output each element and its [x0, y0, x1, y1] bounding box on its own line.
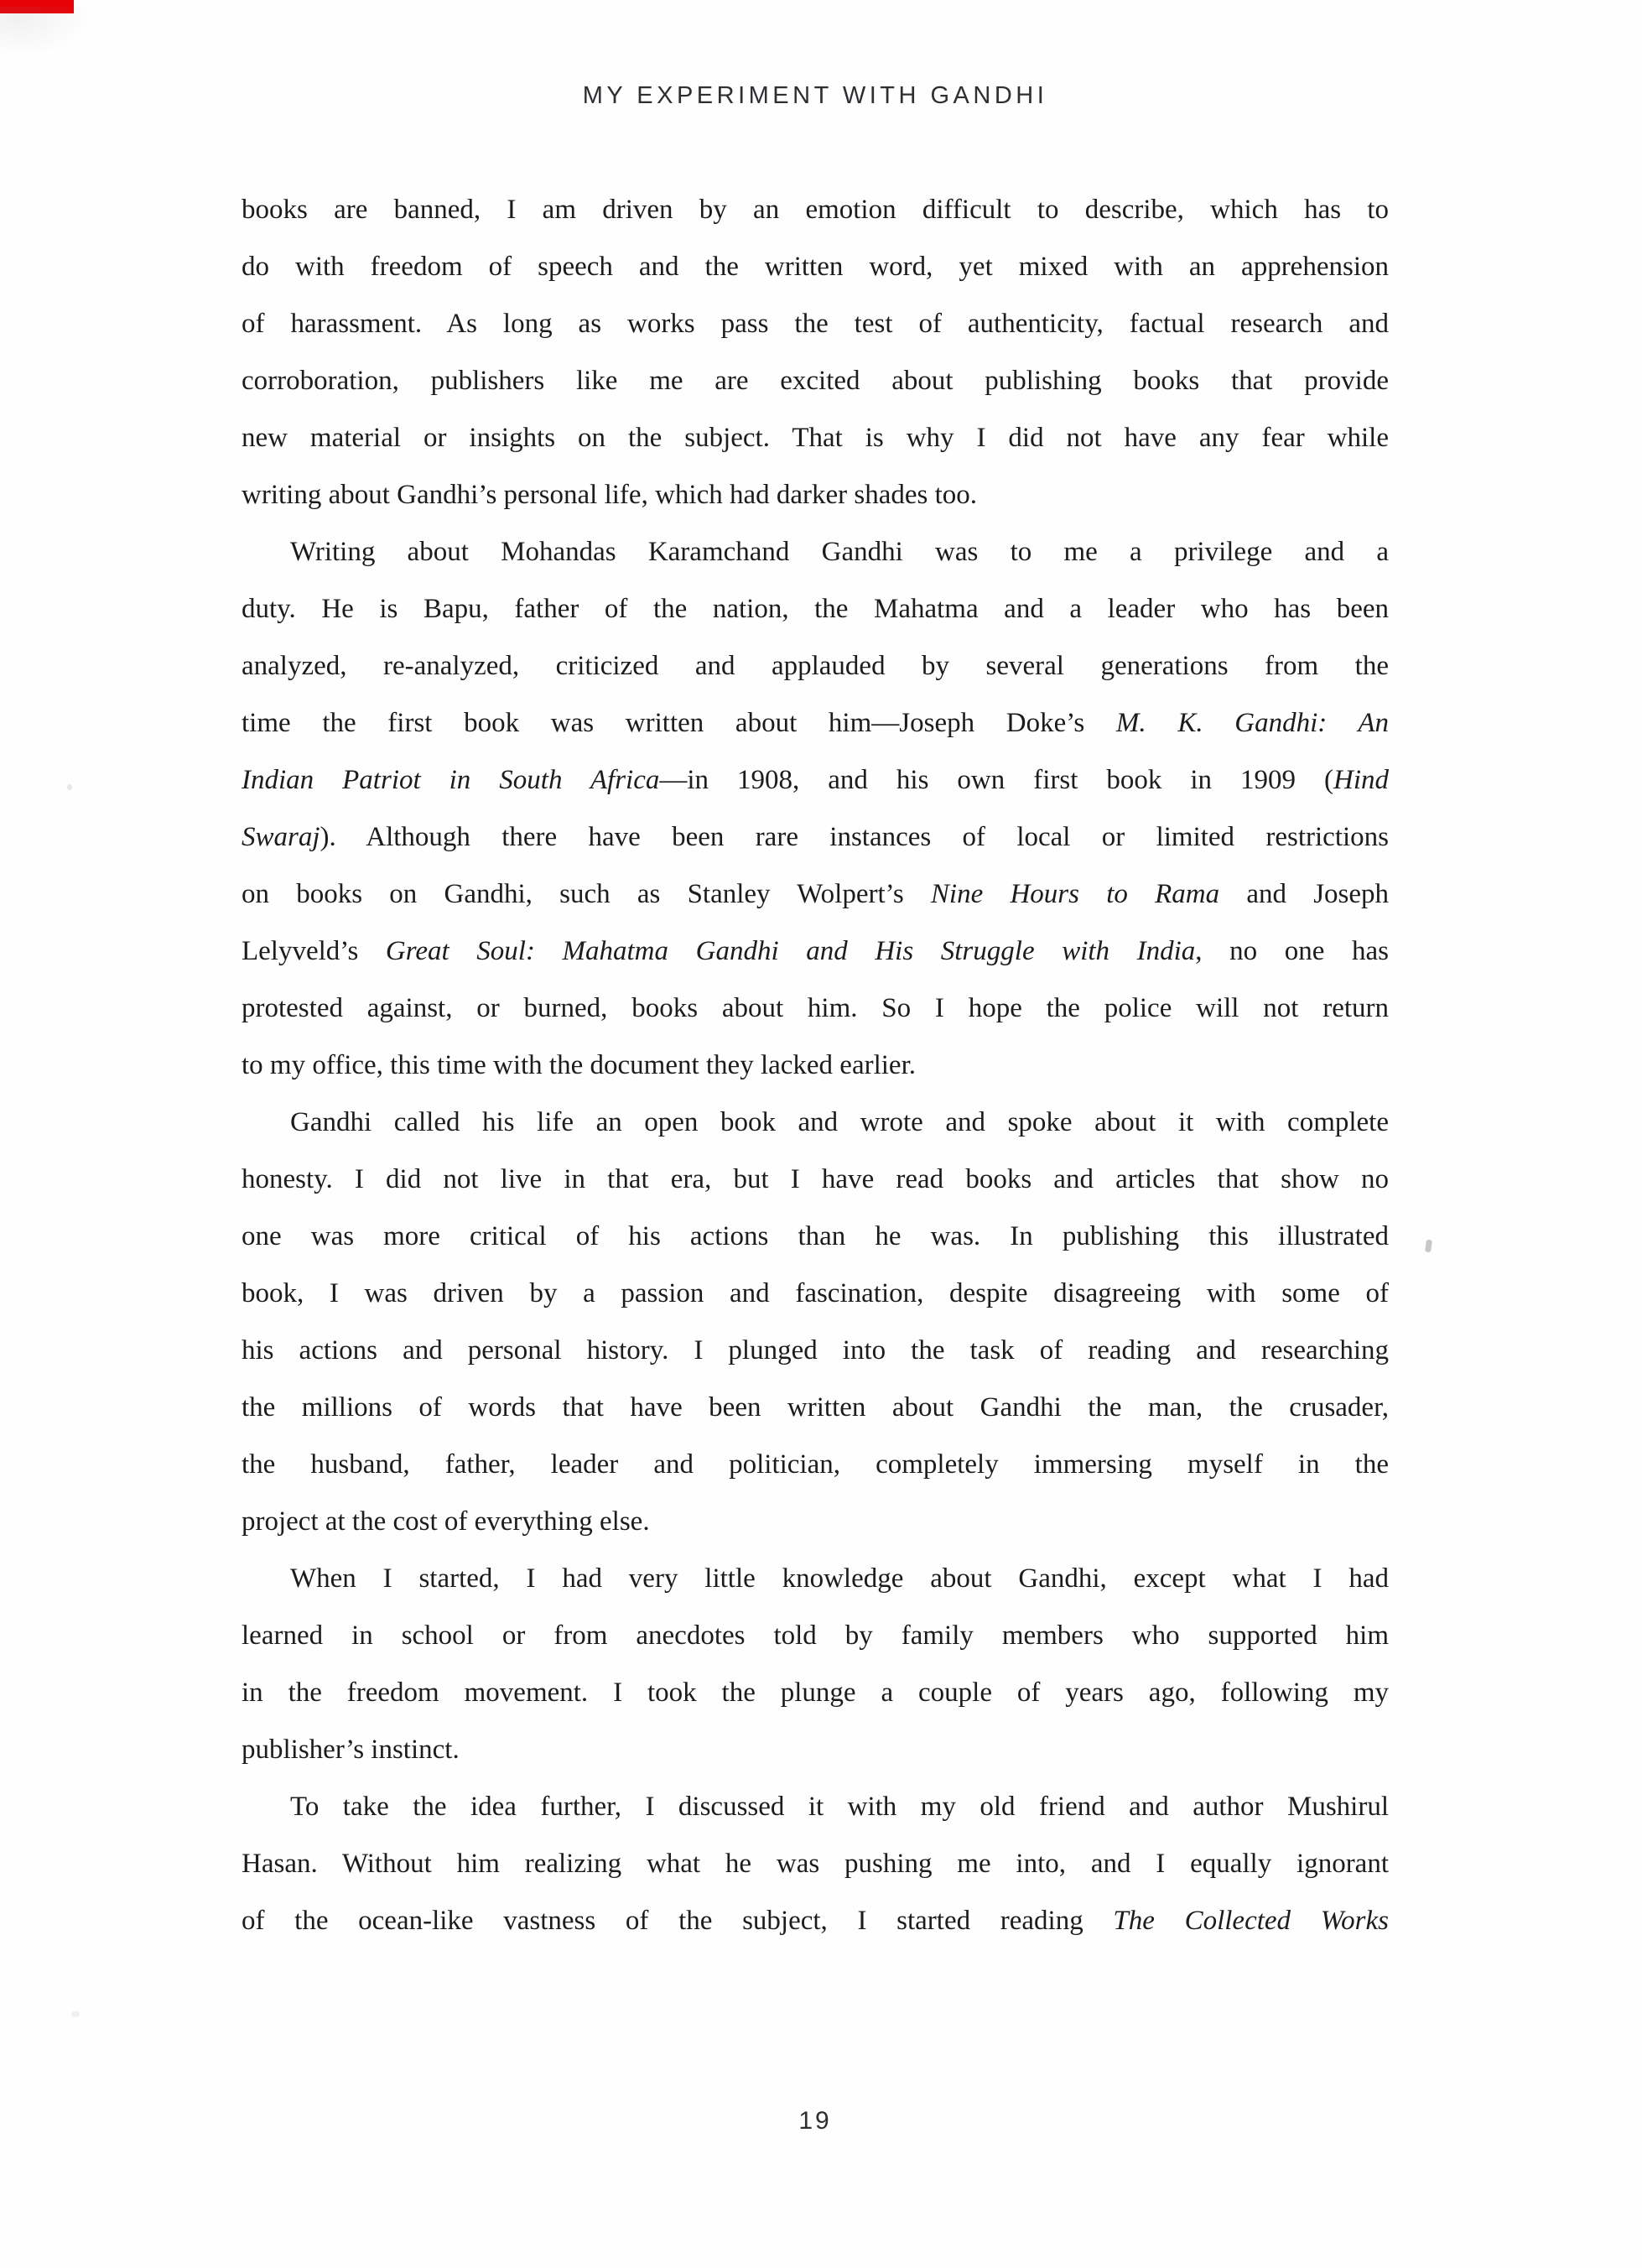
text-line — [242, 866, 1389, 923]
text-segment: ). Although there have been rare instances of local or limited restrictions — [320, 822, 1389, 852]
text-segment: time the first book was written about him—Joseph Doke’s — [242, 708, 1116, 738]
scan-speck — [67, 784, 72, 790]
text-segment: analyzed, re-analyzed, criticized and applauded by several generations from the — [242, 651, 1389, 681]
text-segment: To take the idea further, I discussed it with my old friend and author Mushirul — [290, 1792, 1389, 1822]
italic-text-segment: Indian Patriot in South Africa — [242, 765, 660, 795]
text-line — [242, 1835, 1389, 1892]
scan-speck — [71, 2011, 80, 2017]
text-line — [242, 409, 1389, 466]
scan-speck — [1425, 1240, 1432, 1253]
text-segment: —in 1908, and his own first book in 1909 ( — [659, 765, 1333, 795]
text-segment: learned in school or from anecdotes told by family members who supported him — [242, 1620, 1389, 1651]
italic-text-segment: Great Soul: Mahatma Gandhi and His Struggle with India — [385, 936, 1196, 966]
text-line — [242, 466, 1389, 523]
text-segment: writing about Gandhi’s personal life, which had darker shades too. — [242, 480, 978, 510]
text-segment: to my office, this time with the document they lacked earlier. — [242, 1050, 916, 1080]
text-segment: Writing about Mohandas Karamchand Gandhi was to me a privilege and a — [290, 537, 1389, 567]
italic-text-segment: M. K. Gandhi: An — [1115, 708, 1389, 738]
text-segment: the husband, father, leader and politician, completely immersing myself in the — [242, 1449, 1389, 1480]
body-text — [242, 181, 1389, 1949]
text-segment: protested against, or burned, books about him. So I hope the police will not return — [242, 993, 1389, 1023]
page-number: 19 — [798, 2107, 832, 2135]
text-line — [242, 1892, 1389, 1949]
text-line — [242, 1493, 1389, 1550]
text-line — [242, 1436, 1389, 1493]
italic-text-segment: Hind — [1333, 765, 1389, 795]
text-segment: on books on Gandhi, such as Stanley Wolpert’s — [242, 879, 931, 909]
text-line — [242, 980, 1389, 1037]
text-segment: in the freedom movement. I took the plunge a couple of years ago, following my — [242, 1678, 1389, 1708]
text-segment: of harassment. As long as works pass the test of authenticity, factual research and — [242, 309, 1389, 339]
text-line — [242, 809, 1389, 866]
text-line — [242, 752, 1389, 809]
text-segment: Hasan. Without him realizing what he was pushing me into, and I equally ignorant — [242, 1849, 1389, 1879]
text-segment: of the ocean-like vastness of the subject, I started reading — [242, 1906, 1114, 1936]
text-segment: honesty. I did not live in that era, but I have read books and articles that show no — [242, 1164, 1389, 1194]
text-segment: corroboration, publishers like me are excited about publishing books that provide — [242, 366, 1389, 396]
text-line — [242, 1778, 1389, 1835]
running-header: MY EXPERIMENT WITH GANDHI — [582, 82, 1048, 109]
text-line — [242, 694, 1389, 752]
text-line — [242, 352, 1389, 409]
text-segment: Gandhi called his life an open book and wrote and spoke about it with complete — [290, 1107, 1389, 1137]
text-line — [242, 637, 1389, 694]
text-line — [242, 1151, 1389, 1208]
italic-text-segment: Swaraj — [242, 822, 320, 852]
italic-text-segment: Nine Hours to Rama — [930, 879, 1220, 909]
text-line — [242, 1208, 1389, 1265]
text-segment: duty. He is Bapu, father of the nation, the Mahatma and a leader who has been — [242, 594, 1389, 624]
text-line — [242, 923, 1389, 980]
text-line — [242, 1550, 1389, 1607]
text-segment: his actions and personal history. I plunged into the task of reading and researching — [242, 1335, 1389, 1365]
text-segment: project at the cost of everything else. — [242, 1506, 650, 1537]
text-segment: When I started, I had very little knowledge about Gandhi, except what I had — [290, 1563, 1389, 1594]
text-line — [242, 523, 1389, 580]
text-line — [242, 1664, 1389, 1721]
text-segment: , no one has — [1195, 936, 1389, 966]
text-line — [242, 1265, 1389, 1322]
text-line — [242, 181, 1389, 238]
scan-artifact-smudge — [0, 7, 92, 57]
text-segment: and Joseph — [1219, 879, 1390, 909]
text-line — [242, 1094, 1389, 1151]
text-line — [242, 1037, 1389, 1094]
text-segment: the millions of words that have been written about Gandhi the man, the crusader, — [242, 1392, 1389, 1423]
text-segment: do with freedom of speech and the written word, yet mixed with an apprehension — [242, 252, 1389, 282]
text-segment: Lelyveld’s — [242, 936, 386, 966]
text-line — [242, 580, 1389, 637]
text-line — [242, 295, 1389, 352]
text-line — [242, 1379, 1389, 1436]
text-segment: one was more critical of his actions than he was. In publishing this illustrated — [242, 1221, 1389, 1251]
text-line — [242, 238, 1389, 295]
text-segment: book, I was driven by a passion and fascination, despite disagreeing with some of — [242, 1278, 1389, 1308]
text-line — [242, 1721, 1389, 1778]
text-line — [242, 1322, 1389, 1379]
italic-text-segment: The Collected Works — [1113, 1906, 1390, 1936]
text-segment: publisher’s instinct. — [242, 1735, 460, 1765]
text-segment: books are banned, I am driven by an emotion difficult to describe, which has to — [242, 195, 1389, 225]
text-line — [242, 1607, 1389, 1664]
text-segment: new material or insights on the subject. That is why I did not have any fear while — [242, 423, 1389, 453]
